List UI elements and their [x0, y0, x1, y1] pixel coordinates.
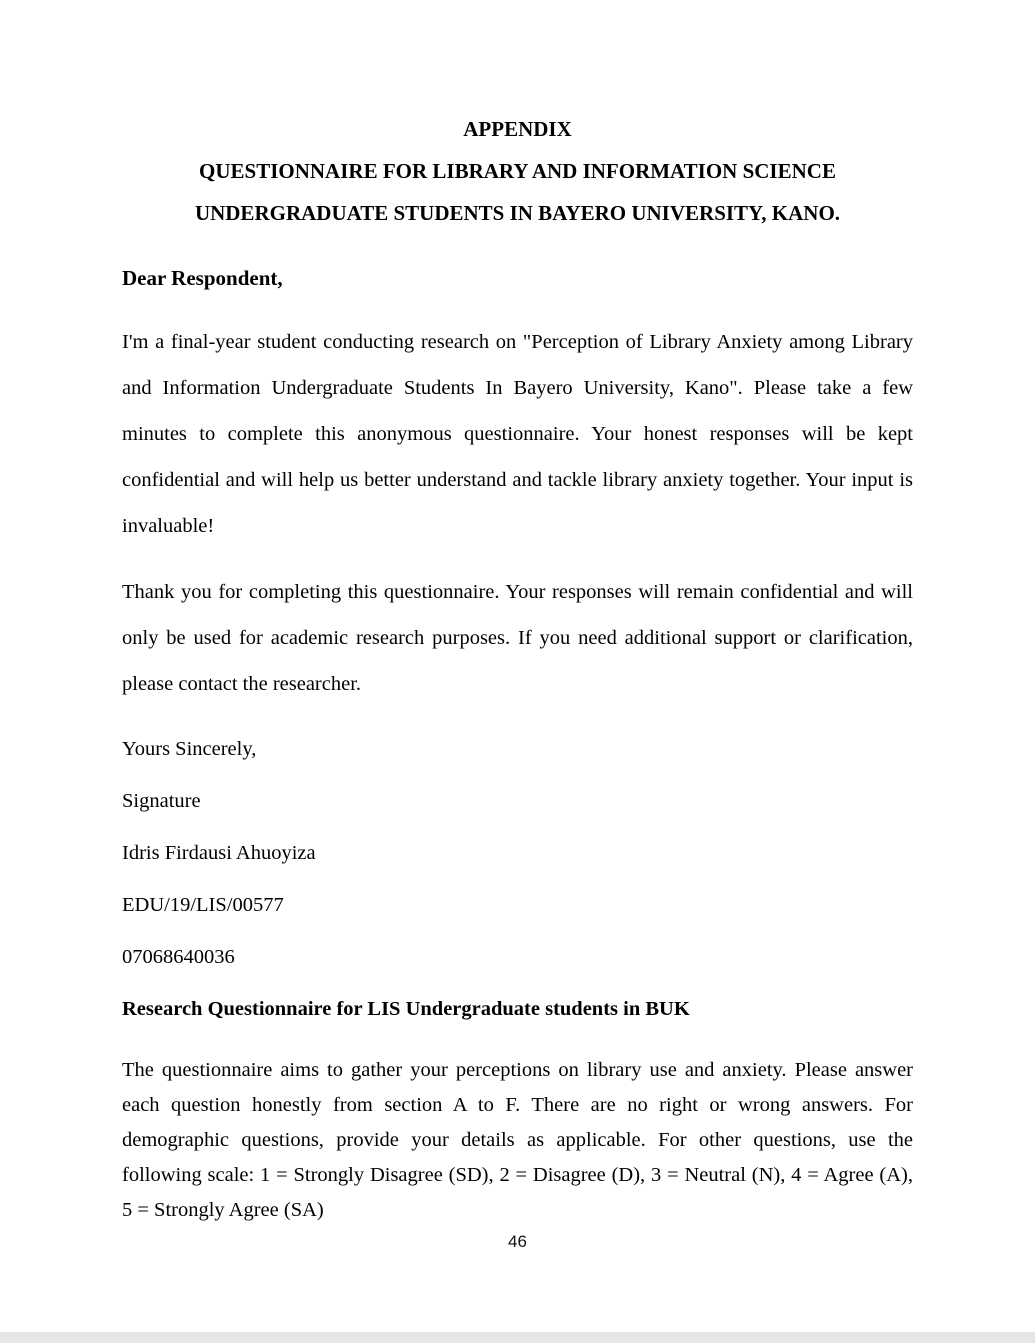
page-number: 46: [508, 1232, 527, 1251]
instructions-paragraph: The questionnaire aims to gather your perceptions on library use and anxiety. Please answer each question honestly from section A to F. There are no right or wrong answers. For demographic questions, provide your details as applicable. For other questions, use the following scale: 1 = Strongly Disagree (SD), 2 = Disagree (D), 3 = Neutral (N), 4 = Agree (A), 5 = Strongly Agree (SA): [122, 1059, 913, 1221]
phone-number: 07068640036: [122, 946, 235, 968]
questionnaire-title-line-1: QUESTIONNAIRE FOR LIBRARY AND INFORMATION SCIENCE: [199, 159, 836, 183]
intro-paragraph: I'm a final-year student conducting research on "Perception of Library Anxiety among Library and Information Undergraduate Students In Bayero University, Kano". Please take a few minutes to complete this anonymous questionnaire. Your honest responses will be kept confidential and will help us better understand and tackle library anxiety together. Your input is invaluable!: [122, 331, 913, 537]
signature-label: Signature: [122, 790, 201, 812]
thanks-paragraph: Thank you for completing this questionnaire. Your responses will remain confidential and will only be used for academic research purposes. If you need additional support or clarification, please contact the researcher.: [122, 581, 913, 695]
questionnaire-title-line-2: UNDERGRADUATE STUDENTS IN BAYERO UNIVERSITY, KANO.: [194, 201, 841, 225]
salutation: Dear Respondent,: [122, 266, 283, 290]
researcher-name: Idris Firdausi Ahuoyiza: [122, 842, 316, 864]
appendix-title: APPENDIX: [463, 117, 572, 141]
section-heading: Research Questionnaire for LIS Undergraduate students in BUK: [122, 998, 690, 1020]
footer-bar: [0, 1332, 1035, 1343]
registration-number: EDU/19/LIS/00577: [122, 894, 284, 916]
closing-line: Yours Sincerely,: [122, 738, 257, 760]
signature-block: [122, 723, 913, 983]
title-block: [122, 108, 913, 234]
